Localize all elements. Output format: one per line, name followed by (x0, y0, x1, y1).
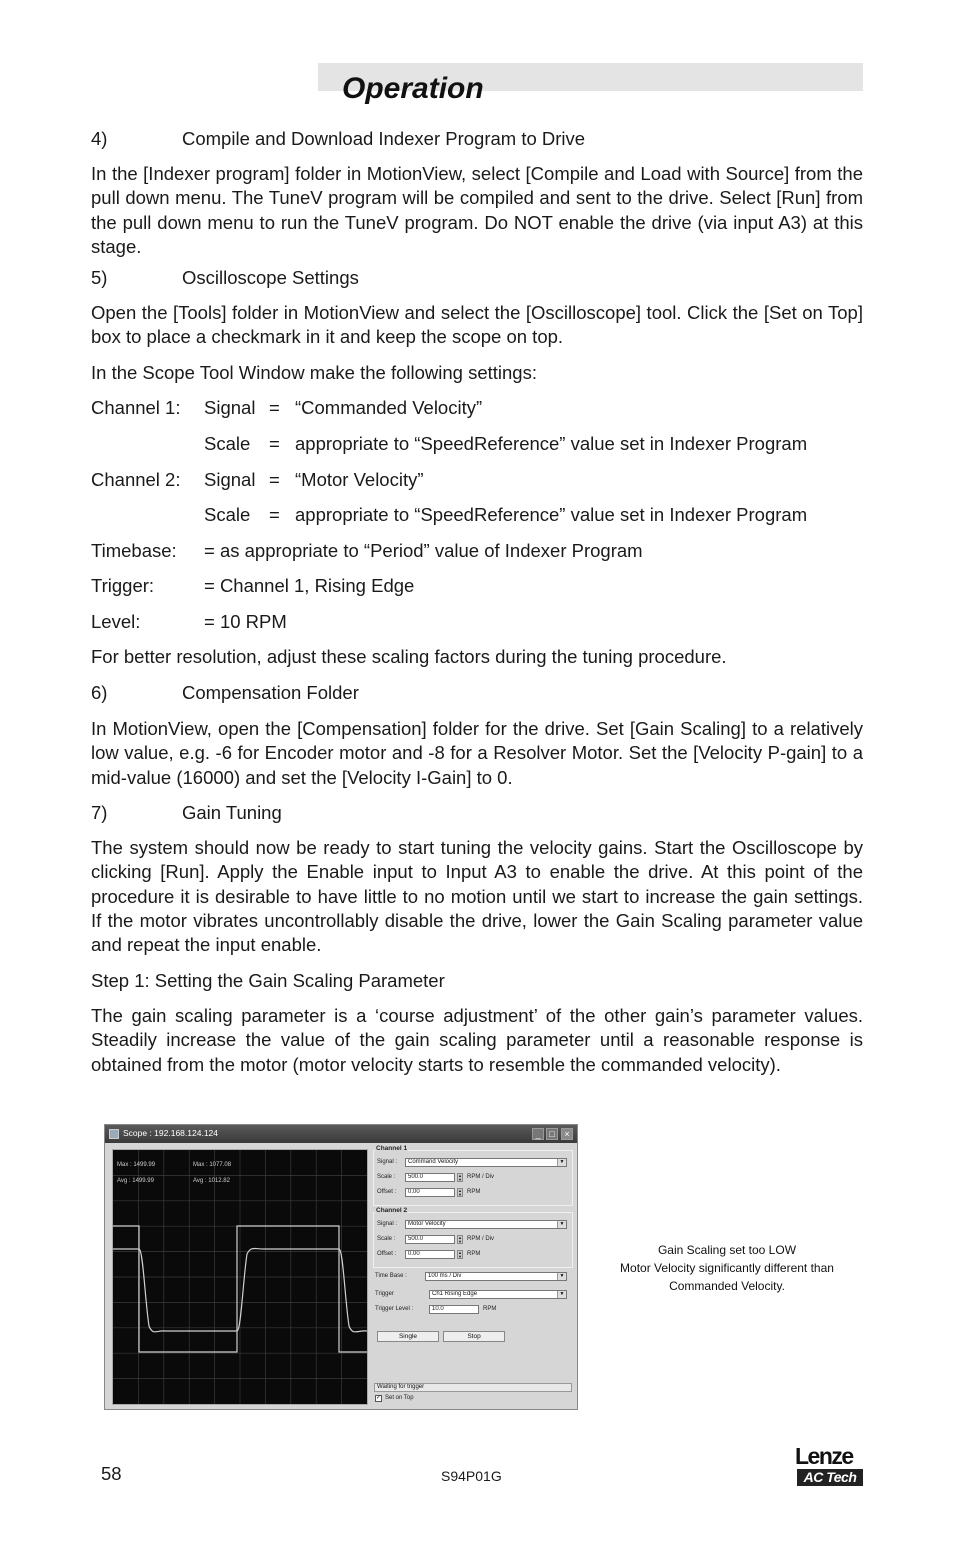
maximize-icon[interactable]: □ (546, 1128, 558, 1140)
step-number: 7) (91, 802, 108, 823)
app-icon (109, 1129, 119, 1139)
settings-eq: = (269, 469, 280, 490)
set-on-top-checkbox[interactable]: ✓ (376, 1395, 382, 1401)
caption-line: Commanded Velocity. (669, 1279, 785, 1293)
ch1-offset-stepper[interactable]: ▲ ▼ (458, 1188, 462, 1197)
ch2-offset-unit: RPM (467, 1251, 481, 1257)
ch2-offset-stepper[interactable]: ▲ ▼ (458, 1250, 462, 1259)
settings-signal-key: Signal (204, 397, 256, 418)
paragraph: In the Scope Tool Window make the following settings: (91, 362, 537, 383)
paragraph: In MotionView, open the [Compensation] folder for the drive. Set [Gain Scaling] to a relatively low value, e.g. -6 for Encoder motor and -8 for a Resolver Motor. Set the [Velocity P-gain] to a mid-value (16000) and set the [Velocity I-Gain] to 0. (91, 718, 863, 788)
ch1-signal-select[interactable]: Command Velocity ▼ (405, 1158, 567, 1167)
logo-top-text: Lenze (795, 1443, 853, 1469)
single-button[interactable]: Single (377, 1331, 439, 1342)
ch2-scale-stepper[interactable]: ▲ ▼ (458, 1235, 462, 1244)
settings-scale-key: Scale (204, 504, 251, 525)
trigger-level-input[interactable]: 10.0 (429, 1305, 479, 1314)
lenze-logo (795, 1443, 865, 1487)
settings-timebase-label: Timebase: (91, 540, 177, 561)
paragraph: The system should now be ready to start tuning the velocity gains. Start the Oscilloscope by clicking [Run]. Apply the Enable input to Input A3 to enable the drive. At this point of the procedure it is desirable to have little to no motion until we start to increase the gain settings. If the motor vibrates uncontrollably disable the drive, lower the Gain Scaling parameter value and repeat the input enable. (91, 837, 863, 956)
ch1-scale-input[interactable]: 500.0 (405, 1173, 455, 1182)
step-number: 5) (91, 267, 108, 288)
paragraph: The gain scaling parameter is a ‘course adjustment’ of the other gain’s parameter values. Steadily increase the value of the gain scaling parameter until a reasonable response is obtained from the motor (motor velocity starts to resemble the commanded velocity). (91, 1005, 863, 1075)
ch2-scale-label: Scale : (377, 1236, 396, 1242)
page-title: Operation (342, 72, 484, 105)
ch2-signal-select[interactable]: Motor Velocity ▼ (405, 1220, 567, 1229)
ch1-offset-label: Offset : (377, 1189, 397, 1195)
settings-trigger-value: = Channel 1, Rising Edge (204, 575, 415, 596)
trigger-label: Trigger (375, 1291, 394, 1297)
ch2-offset-input[interactable]: 0.00 (405, 1250, 455, 1259)
timebase-label: Time Base : (375, 1273, 407, 1279)
scope-settings-panel (373, 1145, 573, 1407)
trigger-level-label: Trigger Level : (375, 1306, 414, 1312)
paragraph: Open the [Tools] folder in MotionView and select the [Oscilloscope] tool. Click the [Set on Top] box to place a checkmark in it and keep the scope on top. (91, 302, 863, 348)
figure-caption (598, 1241, 856, 1295)
settings-scale-key: Scale (204, 433, 251, 454)
caption-line: Gain Scaling set too LOW (657, 1243, 797, 1257)
ch2-signal-label: Signal : (377, 1221, 398, 1227)
stop-button[interactable]: Stop (443, 1331, 505, 1342)
ch2-scale-input[interactable]: 500.0 (405, 1235, 455, 1244)
ch1-offset-input[interactable]: 0.00 (405, 1188, 455, 1197)
chevron-down-icon: ▼ (557, 1221, 566, 1228)
trigger-level-unit: RPM (483, 1306, 497, 1312)
timebase-select[interactable]: 100 ms / Div ▼ (425, 1272, 567, 1281)
scope-waveform (113, 1150, 367, 1404)
ch2-max-readout: Max : 1077.08 (193, 1162, 232, 1168)
ch1-signal-label: Signal : (377, 1159, 398, 1165)
step-number: 6) (91, 682, 108, 703)
page-number: 58 (101, 1463, 122, 1484)
step-label: Oscilloscope Settings (182, 267, 359, 288)
set-on-top-label: Set on Top (385, 1395, 414, 1401)
ch1-scale-stepper[interactable]: ▲ ▼ (458, 1173, 462, 1182)
settings-eq: = (269, 433, 280, 454)
settings-eq: = (269, 504, 280, 525)
scope-window-title: Scope : 192.168.124.124 (123, 1128, 218, 1138)
settings-ch1-signal: “Commanded Velocity” (295, 397, 483, 418)
step-number: 4) (91, 128, 108, 149)
step-label: Compensation Folder (182, 682, 359, 703)
ch2-scale-unit: RPM / Div (467, 1236, 494, 1242)
settings-trigger-label: Trigger: (91, 575, 155, 596)
settings-ch2-scale: appropriate to “SpeedReference” value set in Indexer Program (295, 504, 808, 525)
settings-timebase-value: = as appropriate to “Period” value of Indexer Program (204, 540, 643, 561)
ch1-scale-label: Scale : (377, 1174, 396, 1180)
chevron-down-icon: ▼ (557, 1291, 566, 1298)
chevron-down-icon: ▼ (557, 1159, 566, 1166)
ch2-avg-readout: Avg : 1012.82 (193, 1178, 230, 1184)
ch1-offset-unit: RPM (467, 1189, 481, 1195)
minimize-icon[interactable]: _ (532, 1128, 544, 1140)
settings-ch2-label: Channel 2: (91, 469, 181, 490)
settings-ch1-label: Channel 1: (91, 397, 181, 418)
ch2-offset-label: Offset : (377, 1251, 397, 1257)
scope-plot (112, 1149, 368, 1405)
settings-level-value: = 10 RPM (204, 611, 287, 632)
settings-ch1-scale: appropriate to “SpeedReference” value set in Indexer Program (295, 433, 808, 454)
settings-ch2-signal: “Motor Velocity” (295, 469, 424, 490)
channel-2-group-label: Channel 2 (376, 1207, 408, 1214)
scope-titlebar (105, 1125, 577, 1143)
settings-signal-key: Signal (204, 469, 256, 490)
trigger-select[interactable]: Ch1 Rising Edge ▼ (429, 1290, 567, 1299)
settings-level-label: Level: (91, 611, 141, 632)
settings-eq: = (269, 397, 280, 418)
chevron-down-icon: ▼ (557, 1273, 566, 1280)
channel-1-group-label: Channel 1 (376, 1145, 408, 1152)
ch1-avg-readout: Avg : 1499.99 (117, 1178, 154, 1184)
ch1-scale-unit: RPM / Div (467, 1174, 494, 1180)
paragraph: In the [Indexer program] folder in MotionView, select [Compile and Load with Source] from the pull down menu. The TuneV program will be compiled and sent to the drive. Select [Run] from the pull down menu to run the TuneV program. Do NOT enable the drive (via input A3) at this stage. (91, 163, 863, 257)
close-icon[interactable]: × (561, 1128, 573, 1140)
subheading: Step 1: Setting the Gain Scaling Parameter (91, 970, 445, 991)
document-code: S94P01G (441, 1468, 502, 1484)
status-bar: Waiting for trigger (374, 1383, 572, 1392)
step-label: Compile and Download Indexer Program to Drive (182, 128, 586, 149)
paragraph: For better resolution, adjust these scaling factors during the tuning procedure. (91, 646, 727, 667)
logo-bottom-text: AC Tech (797, 1469, 863, 1486)
step-label: Gain Tuning (182, 802, 282, 823)
ch1-max-readout: Max : 1499.99 (117, 1162, 156, 1168)
scope-window (104, 1124, 578, 1410)
caption-line: Motor Velocity significantly different than (620, 1261, 834, 1275)
